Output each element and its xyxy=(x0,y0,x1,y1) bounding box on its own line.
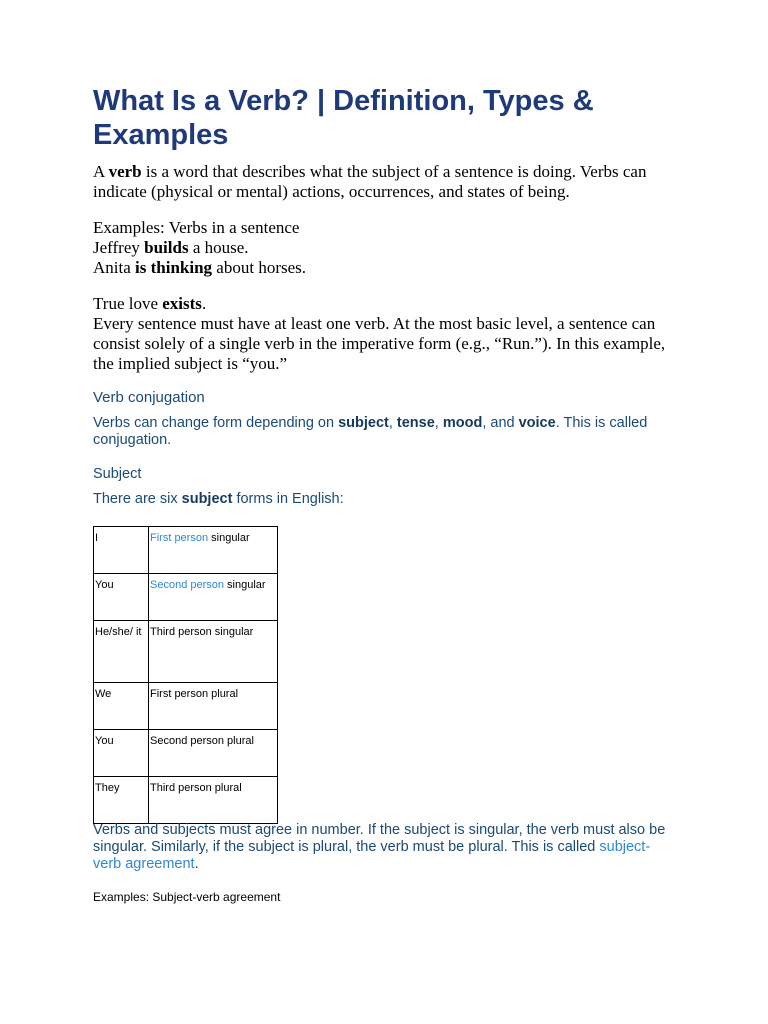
conjugation-text-end: . This is called conjugation. xyxy=(93,415,648,448)
page-title: What Is a Verb? | Definition, Types & Examples xyxy=(93,85,594,151)
subject-heading: Subject xyxy=(93,466,142,482)
term-subject: subject xyxy=(338,415,389,431)
separator: , xyxy=(388,415,397,431)
examples-block-2 xyxy=(93,294,673,374)
conjugation-heading: Verb conjugation xyxy=(93,389,205,406)
table-row xyxy=(94,777,278,824)
second-person-link[interactable]: Second person xyxy=(150,579,224,591)
form-cell: Third person plural xyxy=(149,777,278,824)
form-cell: Second person plural xyxy=(149,730,278,777)
example-3-start: True love xyxy=(93,294,163,313)
intro-paragraph xyxy=(93,162,673,202)
pronoun-cell: We xyxy=(94,683,149,730)
separator: , xyxy=(434,415,443,431)
subject-text-end: forms in English: xyxy=(232,491,344,507)
table-row xyxy=(94,730,278,777)
example-3-end: . xyxy=(201,294,207,313)
pronoun-text: He/she/ it xyxy=(95,626,142,638)
example-1-start: Jeffrey xyxy=(93,238,145,257)
table-row xyxy=(94,683,278,730)
pronoun-cell: You xyxy=(94,574,149,621)
example-1-end: a house. xyxy=(188,238,249,257)
table-row xyxy=(94,574,278,621)
pronoun-cell: I xyxy=(94,527,149,574)
agreement-text-end: . xyxy=(194,856,199,872)
pronoun-cell: You xyxy=(94,730,149,777)
first-person-link[interactable]: First person xyxy=(150,532,209,544)
term-voice: voice xyxy=(518,415,556,431)
form-text: singular xyxy=(224,579,266,591)
example-2-verb: is thinking xyxy=(135,258,213,277)
term-subject: subject xyxy=(181,491,233,507)
agreement-text: Verbs and subjects must agree in number. If the subject is singular, the verb must also be singular. Similarly, if the subject is plural, the verb must be plural. This is called xyxy=(93,822,666,855)
form-cell: First person plural xyxy=(149,683,278,730)
intro-text-start: A xyxy=(93,162,109,181)
separator: , and xyxy=(482,415,519,431)
table-row xyxy=(94,527,278,574)
conjugation-paragraph xyxy=(93,415,673,449)
pronoun-cell xyxy=(94,621,149,683)
example-2-end: about horses. xyxy=(212,258,307,277)
imperative-paragraph: Every sentence must have at least one verb. At the most basic level, a sentence can consist solely of a single verb in the imperative form (e.g., “Run.”). In this example, the implied subject is “you.” xyxy=(93,314,666,373)
examples-heading: Examples: Verbs in a sentence xyxy=(93,218,300,237)
term-tense: tense xyxy=(396,415,435,431)
pronoun-cell: They xyxy=(94,777,149,824)
subject-verb-agreement-link[interactable]: subject-verb agreement xyxy=(93,839,651,872)
examples-block xyxy=(93,218,673,278)
intro-term-verb: verb xyxy=(108,162,142,181)
form-cell xyxy=(149,574,278,621)
intro-text-rest: is a word that describes what the subject of a sentence is doing. Verbs can indicate (physical or mental) actions, occurrences, and states of being. xyxy=(93,162,647,201)
table-row xyxy=(94,621,278,683)
subject-forms-table xyxy=(93,526,278,824)
agreement-paragraph xyxy=(93,822,673,873)
form-cell: Third person singular xyxy=(149,621,278,683)
conjugation-text: Verbs can change form depending on xyxy=(93,415,339,431)
form-cell xyxy=(149,527,278,574)
term-mood: mood xyxy=(442,415,483,431)
subject-paragraph xyxy=(93,491,673,507)
form-text: singular xyxy=(208,532,250,544)
example-3-verb: exists xyxy=(162,294,202,313)
example-2-start: Anita xyxy=(93,258,136,277)
example-1-verb: builds xyxy=(144,238,189,257)
subject-text: There are six xyxy=(93,491,182,507)
subject-verb-examples-heading: Examples: Subject-verb agreement xyxy=(93,890,281,904)
